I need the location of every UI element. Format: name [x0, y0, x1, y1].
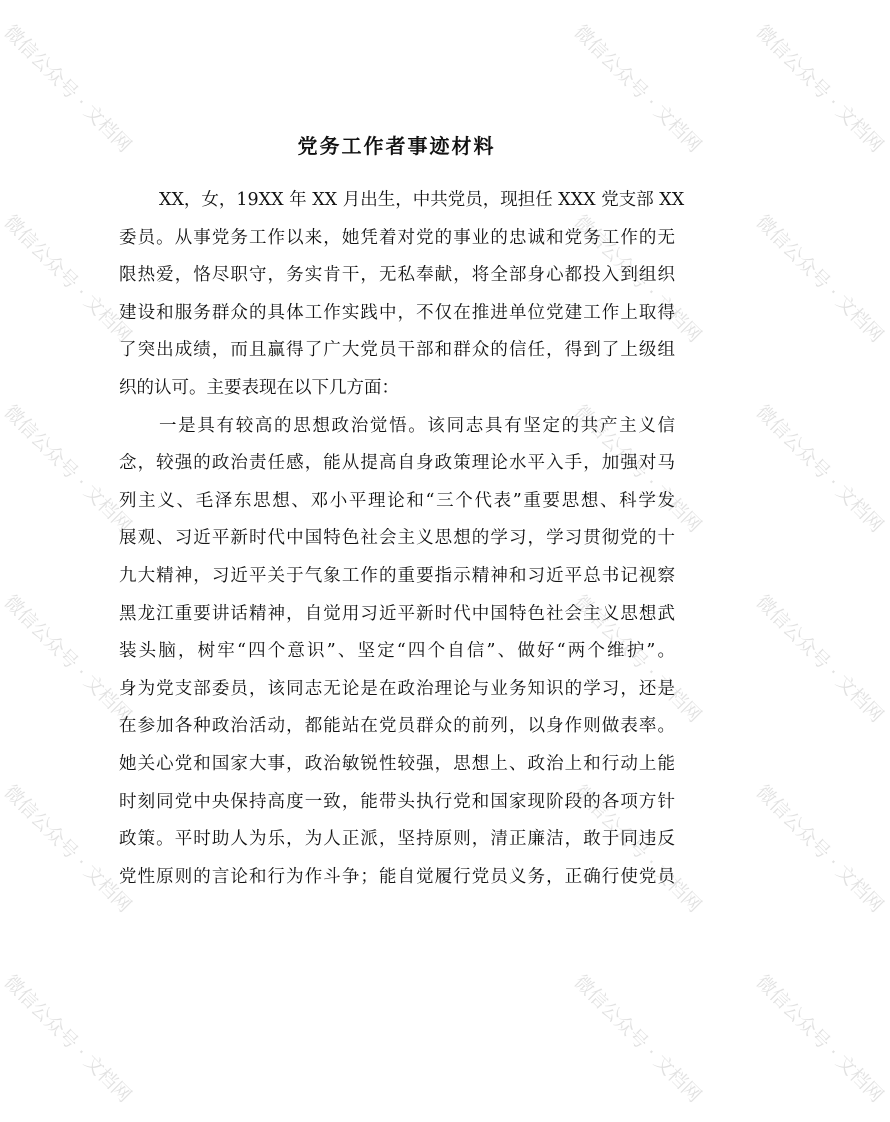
body-line: 黑龙江重要讲话精神，自觉用习近平新时代中国特色社会主义思想武 [119, 603, 675, 624]
watermark-text: 微信公众号 · 文档网 [751, 970, 888, 1107]
body-line: 身为党支部委员，该同志无论是在政治理论与业务知识的学习，还是 [119, 678, 675, 699]
watermark-text: 微信公众号 · 文档网 [569, 970, 706, 1107]
watermark-text: 微信公众号 · 文档网 [751, 210, 888, 347]
watermark-text: 微信公众号 · 文档网 [0, 210, 136, 347]
body-line: 委员。从事党务工作以来，她凭着对党的事业的忠诚和党务工作的无 [119, 227, 675, 248]
body-line: 在参加各种政治活动，都能站在党员群众的前列，以身作则做表率。 [119, 716, 675, 737]
watermark-text: 微信公众号 · 文档网 [569, 780, 706, 917]
body-line: XX，女，19XX 年 XX 月出生，中共党员，现担任 XXX 党支部 XX [159, 190, 685, 210]
body-line: 了突出成绩，而且赢得了广大党员干部和群众的信任，得到了上级组 [119, 340, 675, 361]
body-line: 装头脑，树牢“四个意识”、坚定“四个自信”、做好“两个维护”。 [119, 641, 675, 662]
watermark-text: 微信公众号 · 文档网 [0, 780, 136, 917]
body-line: 列主义、毛泽东思想、邓小平理论和“三个代表”重要思想、科学发 [119, 490, 675, 511]
body-line: 限热爱，恪尽职守，务实肯干，无私奉献，将全部身心都投入到组织 [119, 265, 675, 286]
body-line: 时刻同党中央保持高度一致，能带头执行党和国家现阶段的各项方针 [119, 791, 675, 812]
document-title: 党务工作者事迹材料 [297, 134, 496, 158]
watermark-text: 微信公众号 · 文档网 [0, 20, 136, 157]
body-line: 建设和服务群众的具体工作实践中，不仅在推进单位党建工作上取得 [119, 302, 675, 323]
body-line: 党性原则的言论和行为作斗争；能自觉履行党员义务，正确行使党员 [119, 866, 675, 887]
watermark-text: 微信公众号 · 文档网 [569, 400, 706, 537]
body-line: 一是具有较高的思想政治觉悟。该同志具有坚定的共产主义信 [159, 415, 675, 436]
body-line: 念，较强的政治责任感，能从提高自身政策理论水平入手，加强对马 [119, 453, 675, 474]
document-body [119, 182, 685, 896]
body-line: 政策。平时助人为乐，为人正派，坚持原则，清正廉洁，敢于同违反 [119, 829, 675, 850]
watermark-text: 微信公众号 · 文档网 [751, 780, 888, 917]
watermark-text: 微信公众号 · 文档网 [0, 400, 136, 537]
watermark-text: 微信公众号 · 文档网 [751, 20, 888, 157]
body-line: 织的认可。主要表现在以下几方面： [119, 377, 399, 398]
watermark-text: 微信公众号 · 文档网 [569, 210, 706, 347]
watermark-text: 微信公众号 · 文档网 [751, 400, 888, 537]
watermark-text: 微信公众号 · 文档网 [751, 590, 888, 727]
watermark-text: 微信公众号 · 文档网 [569, 20, 706, 157]
body-line: 她关心党和国家大事，政治敏锐性较强，思想上、政治上和行动上能 [119, 753, 675, 774]
watermark-text: 微信公众号 · 文档网 [569, 590, 706, 727]
body-line: 九大精神，习近平关于气象工作的重要指示精神和习近平总书记视察 [119, 565, 675, 586]
watermark-text: 微信公众号 · 文档网 [0, 590, 136, 727]
watermark-text: 微信公众号 · 文档网 [0, 970, 136, 1107]
body-line: 展观、习近平新时代中国特色社会主义思想的学习，学习贯彻党的十 [119, 528, 675, 549]
